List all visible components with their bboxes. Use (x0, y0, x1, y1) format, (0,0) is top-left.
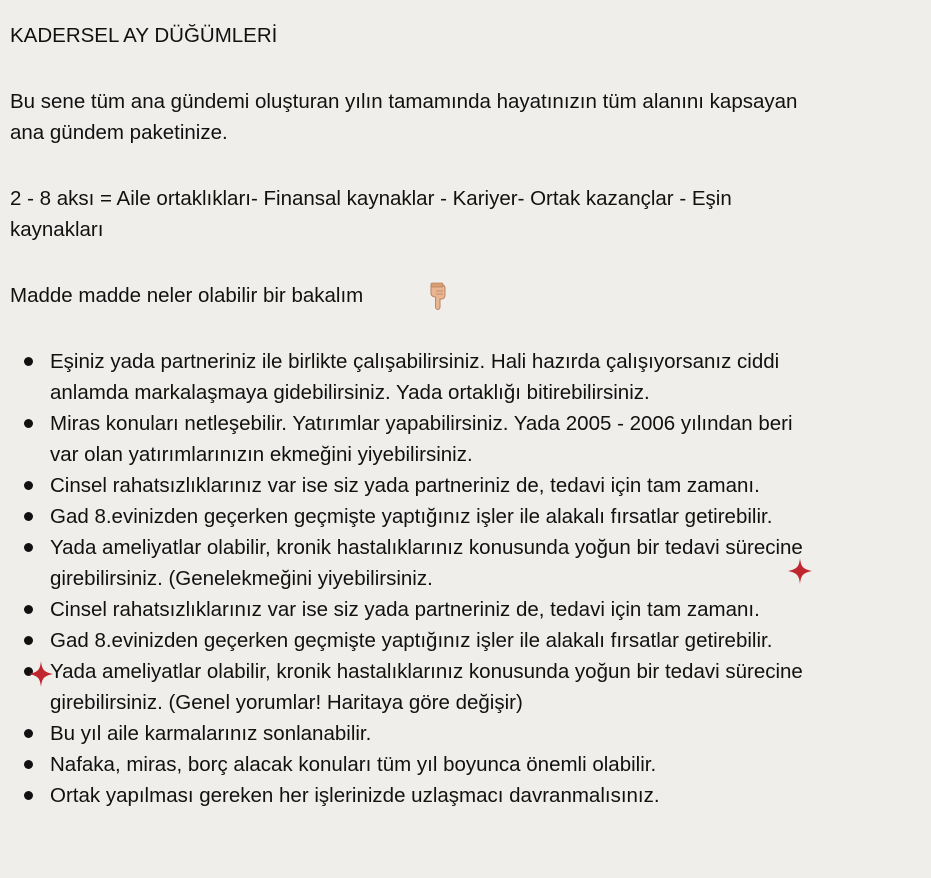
pointing-down-hand-icon (427, 282, 451, 310)
lead-text: Madde madde neler olabilir bir bakalım (10, 284, 364, 307)
intro-line-1: Bu sene tüm ana gündemi oluşturan yılın tamamında hayatınızın tüm alanını kapsayan (10, 90, 798, 113)
bullet-item-4 (0, 501, 931, 532)
bullet-item-10-line-1: Nafaka, miras, borç alacak konuları tüm yıl boyunca önemli olabilir. (50, 753, 657, 776)
axis-line-1: 2 - 8 aksı = Aile ortaklıkları- Finansal kaynaklar - Kariyer- Ortak kazançlar - Eşin (10, 187, 732, 210)
bullet-item-8-line-1: Yada ameliyatlar olabilir, kronik hastalıklarınız konusunda yoğun bir tedavi sürecine (50, 660, 803, 683)
bullet-dot (24, 357, 33, 366)
bullet-item-1 (0, 346, 931, 408)
bullet-item-2 (0, 408, 931, 470)
red-four-point-star-icon (787, 557, 813, 585)
bullet-dot (24, 419, 33, 428)
bullet-dot (24, 729, 33, 738)
bullet-item-3 (0, 470, 931, 501)
bullet-item-8 (0, 656, 931, 718)
bullet-item-7-line-1: Gad 8.evinizden geçerken geçmişte yaptığınız işler ile alakalı fırsatlar getirebilir. (50, 629, 773, 652)
red-four-point-star-icon (28, 660, 54, 688)
bullet-item-3-line-1: Cinsel rahatsızlıklarınız var ise siz yada partneriniz de, tedavi için tam zamanı. (50, 474, 760, 497)
axis-line-2: kaynakları (10, 218, 104, 241)
bullet-item-8-line-2: girebilirsiniz. (Genel yorumlar! Haritaya göre değişir) (50, 691, 523, 714)
bullet-item-11-line-1: Ortak yapılması gereken her işlerinizde uzlaşmacı davranmalısınız. (50, 784, 660, 807)
bullet-dot (24, 791, 33, 800)
bullet-dot (24, 636, 33, 645)
bullet-item-6 (0, 594, 931, 625)
intro-line-2: ana gündem paketinize. (10, 121, 228, 144)
bullet-dot (24, 760, 33, 769)
bullet-dot (24, 512, 33, 521)
bullet-item-5-line-2: girebilirsiniz. (Genelekmeğini yiyebilirsiniz. (50, 567, 433, 590)
bullet-item-2-line-1: Miras konuları netleşebilir. Yatırımlar yapabilirsiniz. Yada 2005 - 2006 yılından beri (50, 412, 793, 435)
bullet-item-5-line-1: Yada ameliyatlar olabilir, kronik hastalıklarınız konusunda yoğun bir tedavi sürecine (50, 536, 803, 559)
bullet-item-6-line-1: Cinsel rahatsızlıklarınız var ise siz yada partneriniz de, tedavi için tam zamanı. (50, 598, 760, 621)
bullet-item-7 (0, 625, 931, 656)
bullet-item-9-line-1: Bu yıl aile karmalarınız sonlanabilir. (50, 722, 372, 745)
bullet-item-4-line-1: Gad 8.evinizden geçerken geçmişte yaptığınız işler ile alakalı fırsatlar getirebilir. (50, 505, 773, 528)
page-title: KADERSEL AY DÜĞÜMLERİ (10, 24, 278, 47)
bullet-dot (24, 605, 33, 614)
bullet-dot (24, 481, 33, 490)
bullet-item-11 (0, 780, 931, 811)
bullet-item-1-line-1: Eşiniz yada partneriniz ile birlikte çalışabilirsiniz. Hali hazırda çalışıyorsanız ciddi (50, 350, 780, 373)
bullet-dot (24, 543, 33, 552)
bullet-item-2-line-2: var olan yatırımlarınızın ekmeğini yiyebilirsiniz. (50, 443, 473, 466)
bullet-item-10 (0, 749, 931, 780)
bullet-item-9 (0, 718, 931, 749)
bullet-item-1-line-2: anlamda markalaşmaya gidebilirsiniz. Yada ortaklığı bitirebilirsiniz. (50, 381, 650, 404)
